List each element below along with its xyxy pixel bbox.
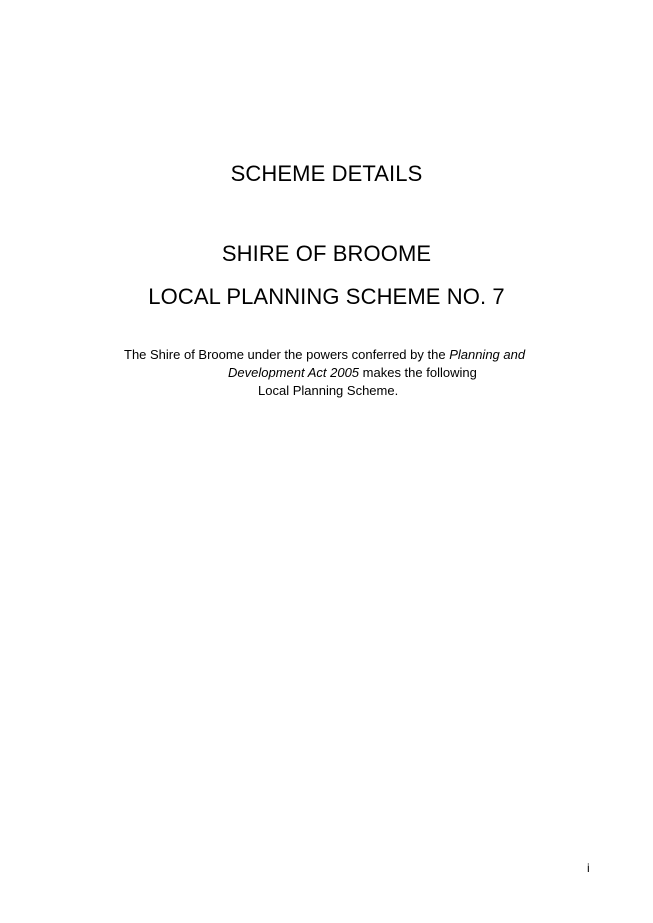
intro-line-3 bbox=[258, 383, 398, 399]
intro-line-3-text: Local Planning Scheme. bbox=[258, 383, 399, 398]
intro-line-2 bbox=[228, 365, 477, 381]
act-title-part-2: Development Act 2005 bbox=[228, 365, 360, 380]
section-title: SCHEME DETAILS bbox=[230, 161, 423, 186]
act-title-part-1: Planning and bbox=[449, 347, 526, 362]
shire-name-heading: SHIRE OF BROOME bbox=[221, 241, 432, 266]
scheme-name-heading: LOCAL PLANNING SCHEME NO. 7 bbox=[148, 284, 505, 309]
intro-line-1 bbox=[124, 347, 525, 363]
intro-line-1-text: The Shire of Broome under the powers conferred by the bbox=[124, 347, 450, 362]
intro-line-2-text: makes the following bbox=[359, 365, 477, 380]
page-number: i bbox=[587, 861, 590, 875]
